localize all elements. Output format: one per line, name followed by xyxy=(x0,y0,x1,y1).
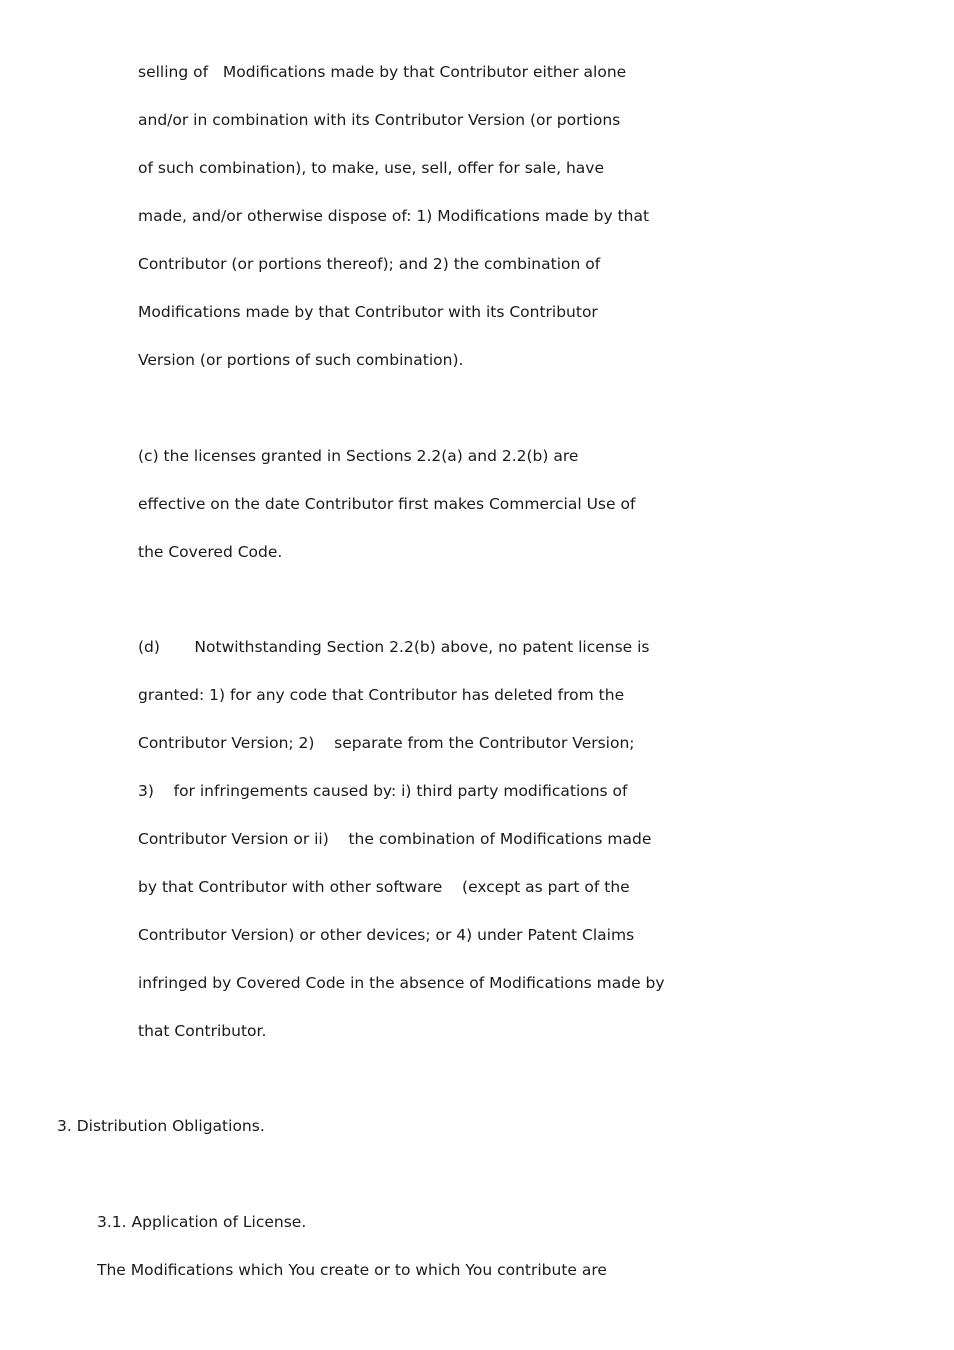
section-heading: 3. Distribution Obligations. xyxy=(57,1117,265,1135)
clause-c-line: effective on the date Contributor first makes Commercial Use of xyxy=(138,495,636,513)
clause-b-line: selling of Modifications made by that Contributor either alone xyxy=(138,63,627,81)
clause-d-line: (d) Notwithstanding Section 2.2(b) above, no patent license is xyxy=(138,638,650,656)
clause-b-line: Version (or portions of such combination). xyxy=(138,351,464,369)
clause-d-line: Contributor Version or ii) the combination of Modifications made xyxy=(138,830,652,848)
clause-d-line: by that Contributor with other software (except as part of the xyxy=(138,878,630,896)
clause-b-line: Modifications made by that Contributor with its Contributor xyxy=(138,303,598,321)
subsection-heading: 3.1. Application of License. xyxy=(97,1213,307,1231)
clause-b-line: of such combination), to make, use, sell, offer for sale, have xyxy=(138,159,605,177)
clause-b-line: Contributor (or portions thereof); and 2) the combination of xyxy=(138,255,601,273)
clause-b-line: and/or in combination with its Contributor Version (or portions xyxy=(138,111,621,129)
clause-d-line: that Contributor. xyxy=(138,1022,267,1040)
clause-d-line: Contributor Version; 2) separate from the Contributor Version; xyxy=(138,734,635,752)
clause-c-line: (c) the licenses granted in Sections 2.2(a) and 2.2(b) are xyxy=(138,447,579,465)
clause-b-line: made, and/or otherwise dispose of: 1) Modifications made by that xyxy=(138,207,650,225)
clause-d-line: Contributor Version) or other devices; or 4) under Patent Claims xyxy=(138,926,635,944)
clause-d-line: 3) for infringements caused by: i) third party modifications of xyxy=(138,782,628,800)
clause-d-line: granted: 1) for any code that Contributor has deleted from the xyxy=(138,686,625,704)
section-body-line: The Modifications which You create or to which You contribute are xyxy=(97,1261,607,1279)
clause-c-line: the Covered Code. xyxy=(138,543,283,561)
clause-d-line: infringed by Covered Code in the absence of Modifications made by xyxy=(138,974,665,992)
